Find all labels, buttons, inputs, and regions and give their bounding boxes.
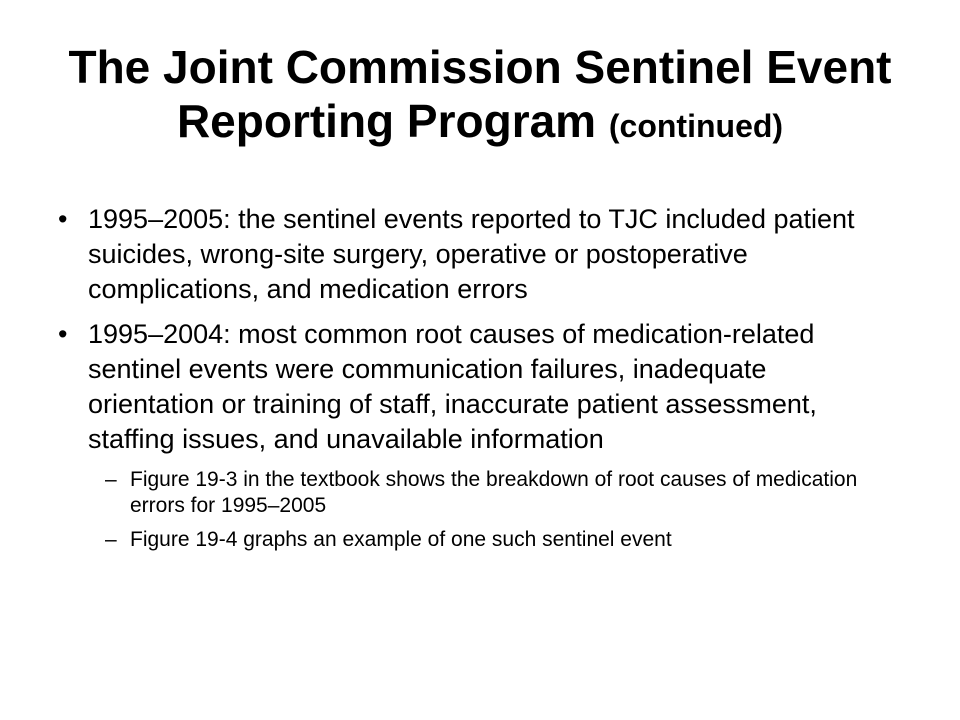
bullet-item <box>58 202 888 307</box>
subbullet-text: Figure 19-3 in the textbook shows the breakdown of root causes of medication errors for 1995–2005 <box>130 468 858 517</box>
bullet-marker: • <box>58 204 68 234</box>
slide-title-suffix: (continued) <box>608 108 784 144</box>
slide-title-main: The Joint Commission Sentinel Event Reporting Program <box>68 41 892 147</box>
bullet-item <box>58 317 888 457</box>
bullet-text: 1995–2005: the sentinel events reported to TJC included patient suicides, wrong-site surgery, operative or postoperative complications, and medication errors <box>88 204 855 304</box>
subbullet-marker: – <box>105 468 117 491</box>
subbullet-item <box>105 527 890 553</box>
bullet-text: 1995–2004: most common root causes of medication-related sentinel events were communication failures, inadequate orientation or training of staff, inaccurate patient assessment, staffing issues, and unavailable information <box>88 319 817 454</box>
bullet-marker: • <box>58 319 68 349</box>
subbullet-text: Figure 19-4 graphs an example of one such sentinel event <box>130 528 672 551</box>
slide-title <box>40 40 920 153</box>
subbullet-marker: – <box>105 528 117 551</box>
subbullet-item <box>105 467 890 519</box>
slide-body <box>0 202 960 561</box>
